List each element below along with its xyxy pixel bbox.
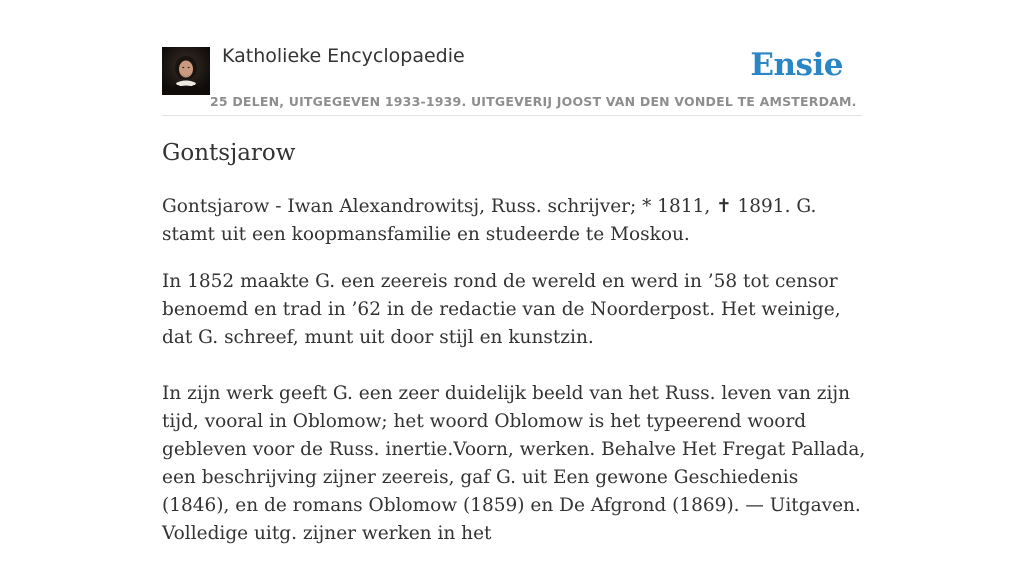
content-container: [162, 0, 866, 544]
source-avatar-icon[interactable]: [162, 47, 210, 95]
portrait-icon: [162, 47, 210, 95]
source-meta: 25 DELEN, UITGEGEVEN 1933-1939. UITGEVERIJ JOOST VAN DEN VONDEL TE AMSTERDAM.: [210, 94, 857, 109]
article-title: Gontsjarow: [162, 140, 296, 166]
source-title-link[interactable]: Katholieke Encyclopaedie: [222, 45, 465, 67]
article-body: [162, 193, 867, 567]
ensie-logo-link[interactable]: Ensie: [750, 47, 843, 83]
article-paragraph: Gontsjarow - Iwan Alexandrowitsj, Russ. schrijver; * 1811, ✝ 1891. G. stamt uit een koopmansfamilie en studeerde te Moskou.: [162, 196, 817, 245]
article-paragraph: In 1852 maakte G. een zeereis rond de wereld en werd in ’58 tot censor benoemd en trad in ’62 in de redactie van de Noorderpost. Het weinige, dat G. schreef, munt uit door stijl en kunstzin.: [162, 271, 841, 348]
article-paragraph: In zijn werk geeft G. een zeer duidelijk beeld van het Russ. leven van zijn tijd, vooral in Oblomow; het woord Oblomow is het typeerend woord gebleven voor de Russ. inertie.Voorn, werken. Behalve Het Fregat Pallada, een beschrijving zijner zeereis, gaf G. uit Een gewone Geschiedenis (1846), en de romans Oblomow (1859) en De Afgrond (1869). — Uitgaven. Volledige uitg. zijner werken in het: [162, 383, 866, 544]
source-header: [162, 0, 862, 116]
